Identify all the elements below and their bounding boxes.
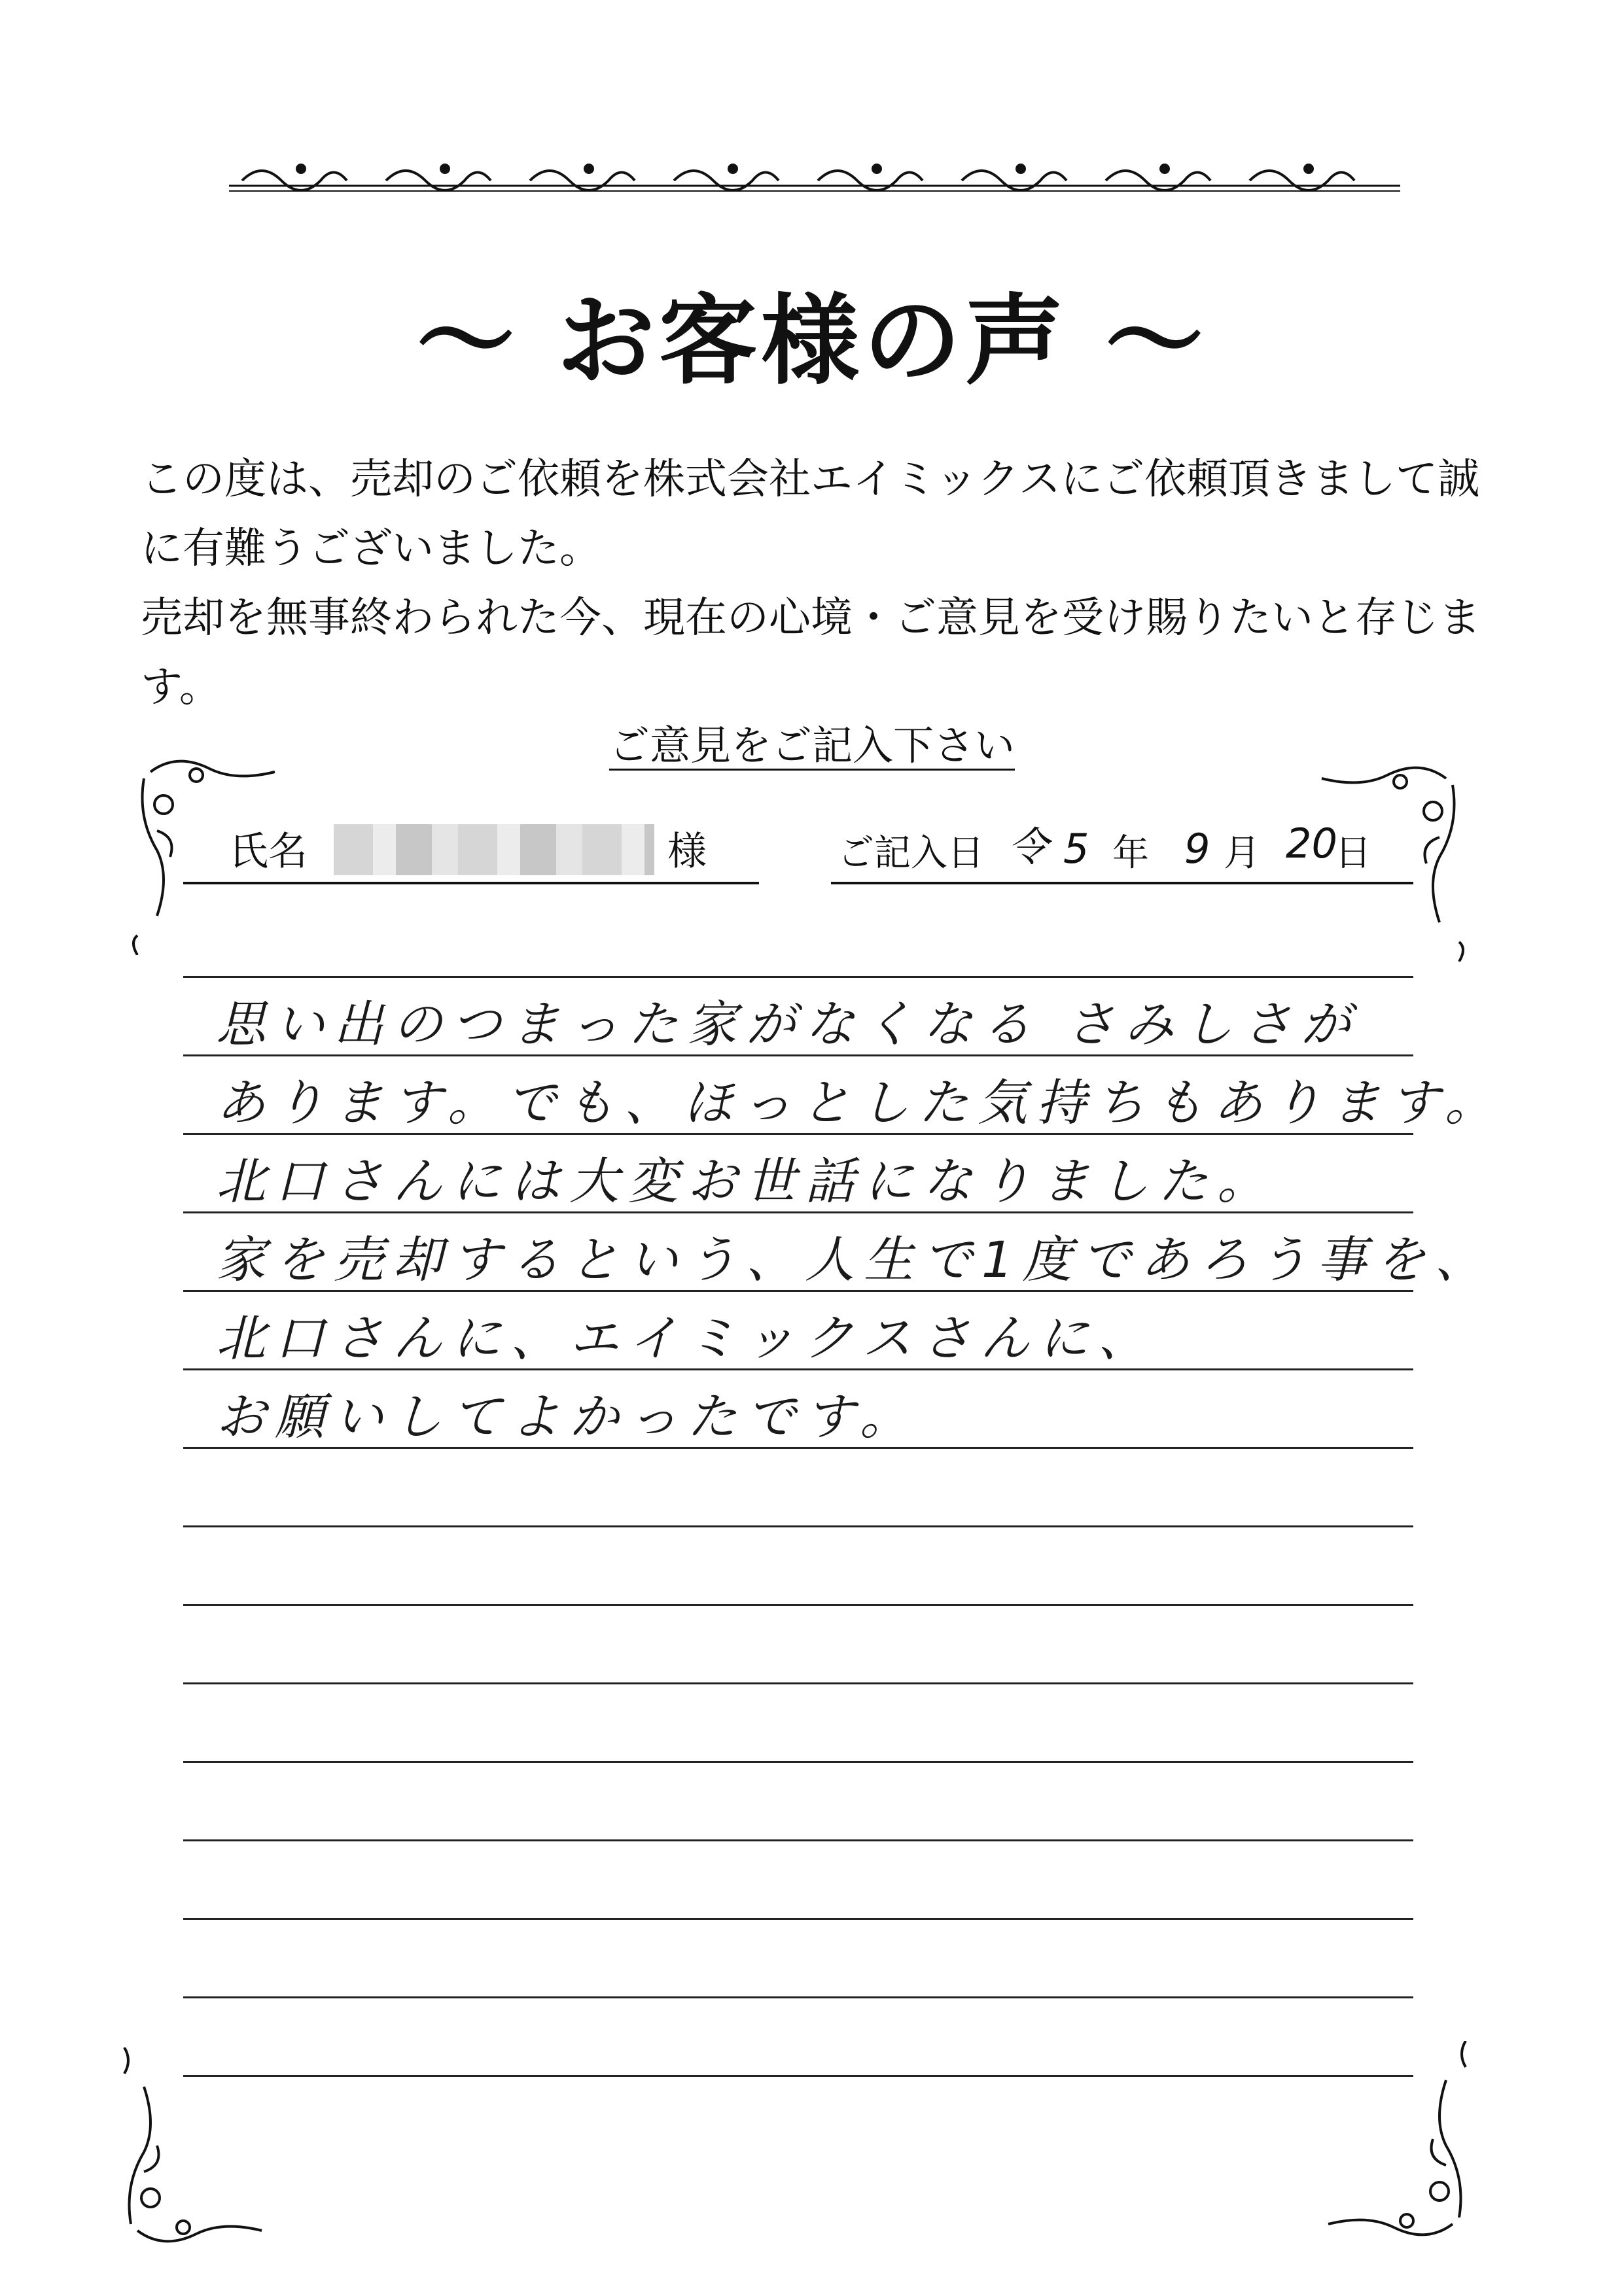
name-redacted: [334, 824, 654, 875]
corner-flourish-bottom-right: [1309, 2041, 1479, 2250]
ruled-line: [183, 1839, 1413, 1841]
page-title: ～ お客様の声 ～: [416, 283, 1208, 398]
form-heading: ご意見をご記入下さい: [609, 722, 1015, 769]
name-label: 氏名: [229, 829, 308, 875]
ruled-line: [183, 1525, 1413, 1527]
day-unit: 日: [1335, 832, 1371, 875]
date-month: 9: [1184, 825, 1210, 873]
year-unit: 年: [1112, 832, 1149, 875]
ruled-line: [183, 1918, 1413, 1920]
comment-line-4: 家を売却するという、人生で1度であろう事を、: [216, 1230, 1494, 1289]
comment-line-5: 北口さんに、エイミックスさんに、: [216, 1309, 1157, 1367]
comment-line-2: あります。でも、ほっとした気持ちもあります。: [216, 1073, 1504, 1132]
ruled-line: [183, 1682, 1413, 1684]
comment-line-3: 北口さんには大変お世話になりました。: [216, 1152, 1276, 1210]
month-unit: 月: [1224, 832, 1260, 875]
intro-paragraph-1: この度は、売却のご依頼を株式会社エイミックスにご依頼頂きまして誠に有難うございました。: [141, 455, 1480, 573]
date-day: 20: [1286, 820, 1337, 867]
date-field: [831, 810, 1413, 884]
intro-paragraph-2: 売却を無事終わられた今、現在の心境・ご意見を受け賜りたいと存じます。: [141, 594, 1481, 712]
date-year: 5: [1063, 825, 1089, 873]
comment-line-1: 思い出のつまった家がなくなる さみしさが: [216, 995, 1360, 1053]
name-field: [183, 810, 759, 884]
ruled-line: [183, 1604, 1413, 1606]
name-suffix: 様: [667, 829, 707, 875]
ruled-line: [183, 2075, 1413, 2077]
comment-line-6: お願いしてよかったです。: [216, 1387, 919, 1446]
ruled-line: [183, 976, 1413, 978]
intro-text: [141, 445, 1489, 722]
corner-flourish-bottom-left: [111, 2047, 281, 2257]
date-label: ご記入日: [838, 832, 984, 875]
ruled-line: [183, 1996, 1413, 1998]
date-era: 令: [1008, 823, 1049, 871]
ruled-line: [183, 1761, 1413, 1763]
ornamental-border-top: [229, 154, 1400, 194]
